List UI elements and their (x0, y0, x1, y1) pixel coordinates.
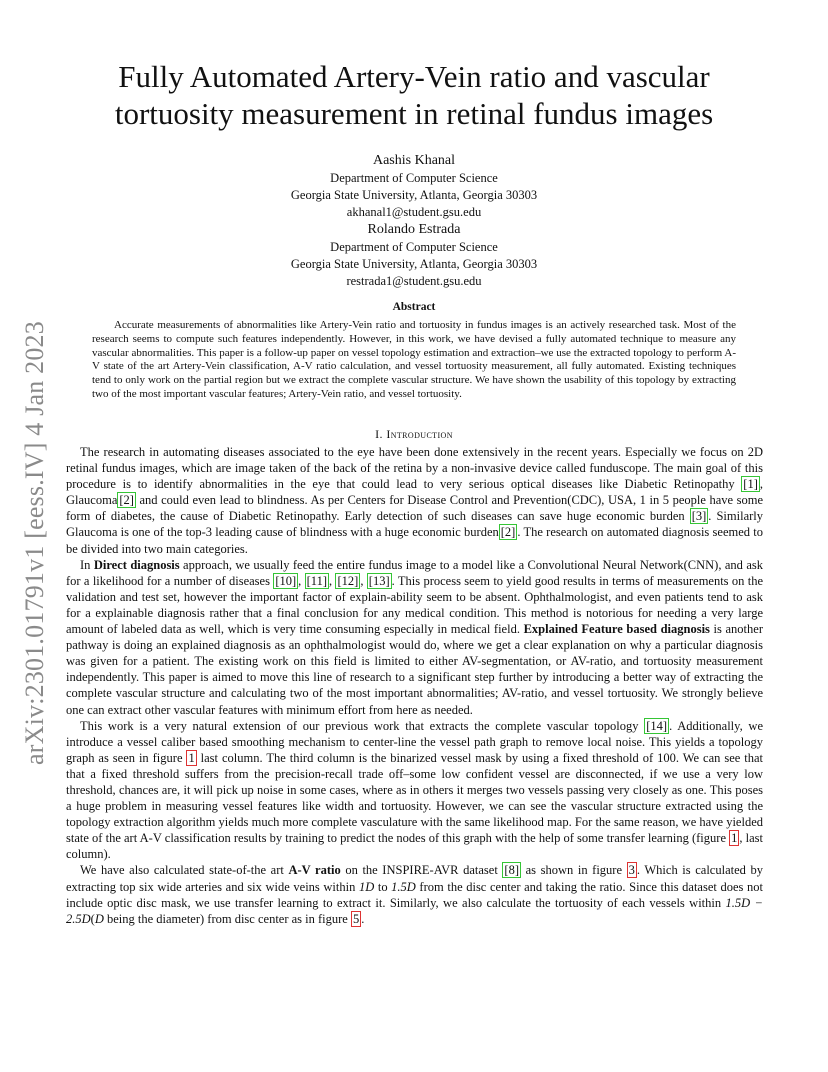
text-run: The research in automating diseases associated to the eye have been done extensively in the recent years. Especially we focus on 2D retinal fundus images, which are image taken of the back of the retina by a non-invasive device called funduscope. The main goal of this procedure is to identify abnormalities in the eye that could lead to very serious optical diseases like Diabetic Retinopathy (66, 445, 763, 492)
figure-ref-link[interactable]: 1 (731, 831, 738, 846)
text-run: In (80, 557, 94, 572)
citation-link[interactable]: [2] (500, 525, 516, 540)
author-department: Department of Computer Science (330, 171, 498, 185)
citation-link[interactable]: [1] (743, 477, 758, 492)
figure-ref-link[interactable]: 3 (628, 863, 635, 878)
math-expression: 1.5D (391, 879, 416, 894)
math-expression: 1D (358, 879, 375, 894)
text-run: and could even lead to blindness. As per Centers for Disease Control and Prevention(CDC), USA, 1 in 5 people have some form of diabetes, the cause of Diabetic Retinopathy. Early detection of such diseases can save huge economic burden (66, 493, 763, 524)
author-list (214, 152, 614, 290)
citation-link[interactable]: [8] (504, 863, 519, 878)
author-name: Rolando Estrada (367, 222, 461, 237)
citation-link[interactable]: [13] (368, 573, 390, 588)
text-run: . This process seem to yield good results in terms of measurements on the validation and test set, however the important factor of explain-ability seem to be absent. Ophthalmologist, and even patients tend to ask for a explainable diagnosis rather that a final conclusion for any medical condition. This method is notorious for needing a very large amount of labeled data as well, which is very time consuming especially in medical field. (66, 573, 764, 637)
citation-link[interactable]: [12] (337, 573, 359, 588)
citation-link[interactable]: [2] (119, 493, 134, 508)
text-run: We have also calculated state-of-the art (80, 863, 289, 878)
text-run: . Similarly Glaucoma is one of the top-3 leading cause of blindness with a huge economic burden (66, 509, 764, 540)
citation-link[interactable]: [14] (646, 718, 668, 733)
text-run: to (374, 879, 392, 894)
figure-ref-link[interactable]: 1 (188, 750, 195, 765)
section-number: I. (375, 427, 383, 441)
math-expression: D (94, 911, 104, 926)
author-affiliation: Georgia State University, Atlanta, Georgia 30303 (290, 257, 538, 271)
arxiv-stamp: arXiv:2301.01791v1 [eess.IV] 4 Jan 2023 (20, 321, 49, 765)
text-run: from the disc center and taking the ratio. Since this dataset does not include optic disc mask, we use transfer learning to extract it. Similarly, we also calculate the tortuosity of each vessels within (66, 879, 763, 910)
author-name: Aashis Khanal (372, 153, 456, 168)
text-run: as shown in figure (520, 863, 627, 878)
author-affiliation: Georgia State University, Atlanta, Georgia 30303 (290, 188, 538, 202)
text-run: approach, we usually feed the entire fundus image to a model like a Convolutional Neural Network(CNN), and ask for a likelihood for a number of diseases (66, 557, 763, 588)
text-run: , (360, 573, 367, 588)
author-department: Department of Computer Science (330, 240, 498, 254)
paragraph (66, 718, 763, 863)
text-run: on the INSPIRE-AVR dataset (340, 863, 503, 878)
author-block (214, 152, 614, 221)
text-run: , last column). (66, 831, 764, 862)
bold-term: A-V ratio (288, 863, 341, 878)
text-run: . Which is calculated by extracting top six wide arteries and six wide veins within (66, 863, 763, 894)
author-email[interactable]: akhanal1@student.gsu.edu (346, 205, 482, 219)
text-run: This work is a very natural extension of our previous work that extracts the complete vascular topology (80, 718, 645, 733)
citation-link[interactable]: [10] (275, 573, 297, 588)
section-title: Introduction (386, 427, 453, 441)
paragraph (66, 557, 763, 718)
bold-term: Direct diagnosis (93, 557, 180, 572)
text-run: being the diameter) from disc center as in figure (103, 911, 351, 926)
text-run: ( (90, 911, 95, 926)
text-run: , (298, 573, 305, 588)
abstract-heading: Abstract (392, 301, 436, 313)
bold-term: Explained Feature based diagnosis (523, 622, 710, 637)
section-heading (80, 426, 748, 442)
body-text (66, 444, 763, 927)
citation-link[interactable]: [11] (306, 573, 327, 588)
citation-link[interactable]: [3] (691, 509, 707, 524)
author-email[interactable]: restrada1@student.gsu.edu (346, 274, 482, 288)
text-run: is another pathway is doing an explained diagnosis as an ophthalmologist would do, where we get a clear explanation on why a particular diagnosis was given for a patient. The existing work on this field is limited to either AV-segmentation, or AV-ratio, and tortuosity measurement independently. This paper is aimed to move this line of research to a significant step further by introducing a better way of extracting the complete vascular structure and calculating two of the most important abnormalities; AV-ratio, and vessel tortuosity. We strongly believe one can extract other vascular features with minimum effort from here as needed. (66, 622, 763, 717)
paragraph (66, 862, 763, 926)
text-run: , (329, 573, 336, 588)
paper-title: Fully Automated Artery-Vein ratio and vascular tortuosity measurement in retinal fundus images (114, 59, 714, 131)
author-block (214, 221, 614, 290)
abstract-text: Accurate measurements of abnormalities like Artery-Vein ratio and tortuosity in fundus images is an actively researched task. Most of the research seems to compute such features independently. However, in this work, we have devised a fully automated technique to measure any vascular abnormalities. This paper is a follow-up paper on vessel topology estimation and extraction–we use the extracted topology to perform A-V state of the art Artery-Vein classification, A-V ratio calculation, and vessel tortuosity measurement, all fully automated. Existing techniques tend to only work on the partial region but we extract the complete vascular structure. We have shown the usability of this topology by extracting two of the most important vascular features; Artery-Vein ratio, and vessel tortuosity. (92, 319, 736, 400)
math-expression: 1.5D − 2.5D (66, 895, 763, 926)
text-run: . (361, 911, 365, 926)
paragraph (66, 444, 763, 557)
text-run: last column. The third column is the binarized vessel mask by using a fixed threshold of 100. We can see that that a fixed threshold suffers from the precision-recall trade off–some low confident vessel are disconnected, if we use a very low threshold, chances are, it will pick up noise in some cases, where as in others it merges two vessels passing very closely as one. This poses a huge problem in measuring vessel features like width and tortuosity. However, we can see the vascular structure extracted using the topology extraction algorithm yields much more complete vasculature with the same likelihood map. For the same reason, we have yielded state of the art A-V classification results by training to predict the nodes of this graph with the help of some transfer learning (figure (66, 750, 763, 846)
figure-ref-link[interactable]: 5 (353, 911, 360, 926)
text-run: , Glaucoma (66, 477, 763, 508)
text-run: . Additionally, we introduce a vessel caliber based smoothing mechanism to center-line the vessel path graph to remove local noise. This yields a topology graph as seen in figure (66, 718, 764, 765)
text-run: . The research on automated diagnosis seemed to be divided into two main categories. (66, 525, 763, 556)
